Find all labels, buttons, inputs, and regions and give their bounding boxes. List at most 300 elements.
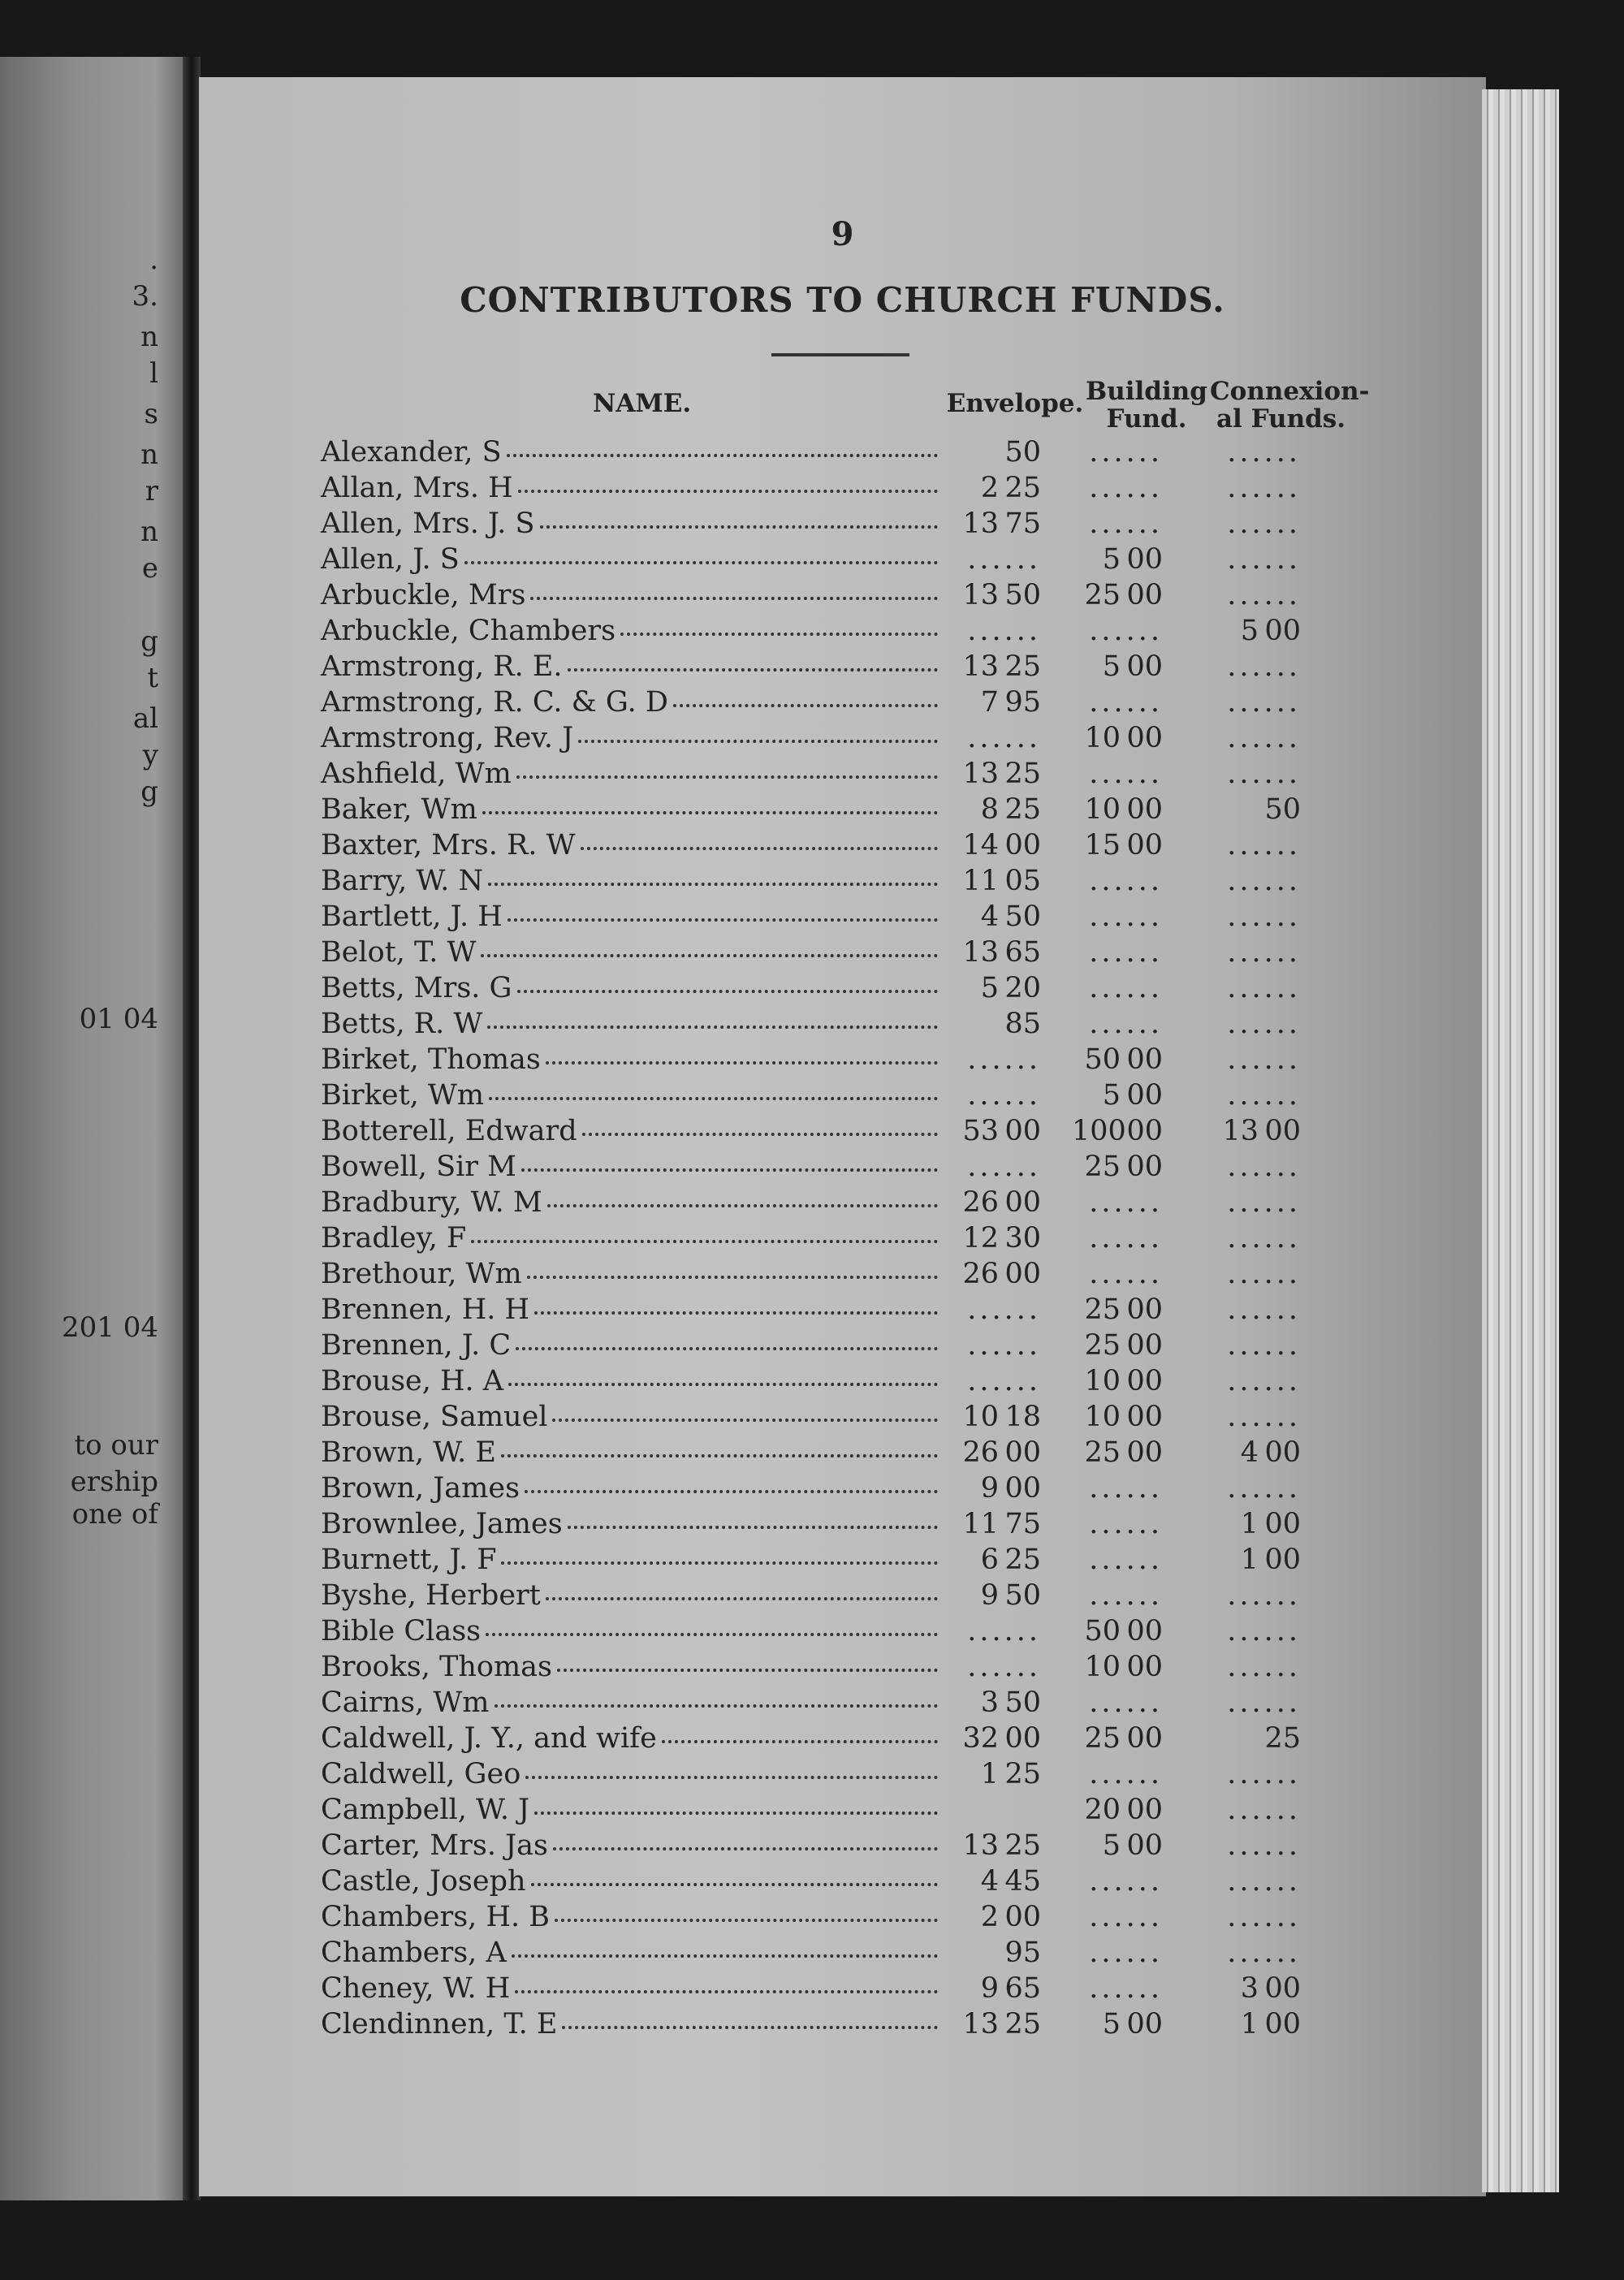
envelope-amount: [950, 1149, 1041, 1185]
blank-entry: ......: [1227, 543, 1301, 576]
envelope-amount: [950, 1578, 1041, 1613]
building-amount: [1072, 1756, 1163, 1792]
facing-page-text-fragment: t: [147, 662, 158, 694]
connexional-amount: [1210, 1935, 1301, 1971]
dollars: 12: [962, 1222, 999, 1254]
envelope-amount: [950, 649, 1041, 684]
dollars: 25: [1084, 1329, 1121, 1362]
blank-entry: ......: [1227, 1222, 1301, 1254]
cents: 00: [1126, 543, 1163, 576]
contributor-name: Baker, Wm: [321, 793, 477, 826]
connexional-amount: [1210, 613, 1301, 649]
cents: 00: [1004, 1436, 1041, 1469]
leader-dots: [547, 1188, 938, 1207]
cents: 18: [1004, 1401, 1041, 1433]
facing-page-text-fragment: n: [140, 516, 158, 548]
leader-dots: [464, 545, 938, 564]
connexional-amount: [1210, 542, 1301, 577]
dollars: 6: [980, 1544, 999, 1576]
contributor-name: Brownlee, James: [321, 1508, 563, 1540]
contributor-row: [321, 577, 1393, 613]
envelope-amount: [950, 720, 1041, 756]
cents: 65: [1004, 1972, 1041, 2005]
blank-entry: ......: [967, 1293, 1041, 1326]
facing-page-text-fragment: s: [144, 398, 158, 430]
dollars: 13: [962, 936, 999, 969]
cents: 00: [1264, 2008, 1301, 2040]
cents: 00: [1126, 1293, 1163, 1326]
page-title: CONTRIBUTORS TO CHURCH FUNDS.: [460, 280, 1225, 320]
envelope-amount: [950, 1899, 1041, 1935]
contributor-name: Birket, Wm: [321, 1079, 485, 1112]
connexional-amount: [1210, 935, 1301, 970]
facing-page-text-fragment: r: [145, 475, 158, 507]
contributor-name: Baxter, Mrs. R. W: [321, 829, 576, 861]
contributor-row: [321, 1363, 1393, 1399]
contributor-row: [321, 1721, 1393, 1756]
connexional-amount: [1210, 1578, 1301, 1613]
blank-entry: ......: [1227, 1008, 1301, 1040]
connexional-amount: [1210, 2006, 1301, 2042]
cents: 00: [1126, 1401, 1163, 1433]
blank-entry: ......: [1227, 1615, 1301, 1647]
contributor-name: Burnett, J. F: [321, 1544, 497, 1576]
contributor-row: [321, 470, 1393, 506]
envelope-amount: [950, 1042, 1041, 1077]
dollars: 10: [1084, 1651, 1121, 1683]
blank-entry: ......: [1089, 1508, 1163, 1540]
facing-page: [0, 57, 183, 2200]
blank-entry: ......: [967, 1365, 1041, 1397]
cents: 25: [1004, 650, 1041, 683]
envelope-amount: [950, 1506, 1041, 1542]
blank-entry: ......: [1227, 1937, 1301, 1969]
blank-entry: ......: [1089, 472, 1163, 504]
leader-dots: [518, 473, 938, 493]
cents: 95: [1004, 686, 1041, 719]
contributor-row: [321, 1935, 1393, 1971]
envelope-amount: [950, 863, 1041, 899]
facing-page-text-fragment: l: [149, 357, 158, 390]
blank-entry: ......: [1227, 1043, 1301, 1076]
cents: 00: [1126, 1829, 1163, 1862]
column-header-building-line2: Fund.: [1106, 404, 1187, 434]
facing-page-text-fragment: 01 04: [79, 1003, 158, 1035]
building-amount: [1072, 542, 1163, 577]
envelope-amount: [950, 434, 1041, 470]
blank-entry: ......: [1227, 972, 1301, 1004]
column-header-connexional-line2: al Funds.: [1216, 404, 1346, 434]
leader-dots: [508, 1367, 938, 1386]
blank-entry: ......: [1227, 1651, 1301, 1683]
blank-entry: ......: [1089, 972, 1163, 1004]
blank-entry: ......: [1227, 829, 1301, 861]
blank-entry: ......: [1227, 1865, 1301, 1898]
blank-entry: ......: [967, 1151, 1041, 1183]
contributor-row: [321, 434, 1393, 470]
leader-dots: [553, 1831, 938, 1850]
facing-page-text-fragment: ership: [70, 1466, 158, 1498]
leader-dots: [516, 759, 938, 779]
cents: 00: [1126, 1115, 1163, 1147]
cents: 00: [1004, 1472, 1041, 1505]
dollars: 5: [1102, 2008, 1121, 2040]
leader-dots: [546, 1045, 938, 1064]
facing-page-text-fragment: to our: [74, 1429, 158, 1462]
connexional-amount: [1210, 1292, 1301, 1328]
leader-dots: [525, 1474, 938, 1493]
building-amount: [1072, 1077, 1163, 1113]
dollars: 26: [962, 1258, 999, 1290]
building-amount: [1072, 1828, 1163, 1863]
cents: 25: [1004, 758, 1041, 790]
building-amount: [1072, 792, 1163, 827]
connexional-amount: [1210, 1470, 1301, 1506]
envelope-amount: [950, 1971, 1041, 2006]
dollars: 5: [980, 972, 999, 1004]
building-amount: [1072, 970, 1163, 1006]
cents: 00: [1126, 793, 1163, 826]
cents: 95: [1004, 1937, 1041, 1969]
leader-dots: [582, 1116, 938, 1136]
leader-dots: [620, 616, 938, 636]
contributor-row: [321, 506, 1393, 542]
envelope-amount: [950, 1113, 1041, 1149]
cents: 85: [1004, 1008, 1041, 1040]
building-amount: [1072, 506, 1163, 542]
dollars: 1: [1240, 2008, 1259, 2040]
dollars: 10: [1084, 1401, 1121, 1433]
dollars: 26: [962, 1436, 999, 1469]
dollars: 15: [1084, 829, 1121, 861]
connexional-amount: [1210, 1077, 1301, 1113]
envelope-amount: [950, 506, 1041, 542]
blank-entry: ......: [1089, 507, 1163, 540]
leader-dots: [568, 652, 938, 671]
contributor-row: [321, 1220, 1393, 1256]
cents: 00: [1264, 1436, 1301, 1469]
leader-dots: [568, 1509, 938, 1529]
connexional-amount: [1210, 1971, 1301, 2006]
contributor-row: [321, 1649, 1393, 1685]
connexional-amount: [1210, 863, 1301, 899]
building-amount: [1072, 1613, 1163, 1649]
connexional-amount: [1210, 1006, 1301, 1042]
contributor-row: [321, 1149, 1393, 1185]
leader-dots: [673, 688, 938, 707]
cents: 00: [1126, 1615, 1163, 1647]
cents: 50: [1004, 900, 1041, 933]
contributors-table: [321, 434, 1393, 2042]
blank-entry: ......: [967, 1651, 1041, 1683]
contributor-row: [321, 1578, 1393, 1613]
envelope-amount: [950, 1649, 1041, 1685]
contributor-row: [321, 1506, 1393, 1542]
contributor-name: Brown, W. E: [321, 1436, 496, 1469]
contributor-name: Castle, Joseph: [321, 1865, 526, 1898]
dollars: 1: [1240, 1544, 1259, 1576]
envelope-amount: [950, 1613, 1041, 1649]
facing-page-text-fragment: one of: [71, 1498, 158, 1531]
leader-dots: [488, 866, 938, 886]
contributor-name: Bradley, F: [321, 1222, 467, 1254]
contributor-row: [321, 863, 1393, 899]
dollars: 26: [962, 1186, 999, 1219]
connexional-amount: [1210, 899, 1301, 935]
contributor-name: Caldwell, Geo: [321, 1758, 521, 1790]
blank-entry: ......: [1089, 1544, 1163, 1576]
contributor-row: [321, 1042, 1393, 1077]
leader-dots: [508, 902, 938, 922]
facing-page-text-fragment: 3.: [132, 280, 158, 313]
connexional-amount: [1210, 434, 1301, 470]
facing-page-text-fragment: n: [140, 321, 158, 353]
dollars: 5: [1102, 543, 1121, 576]
envelope-amount: [950, 792, 1041, 827]
blank-entry: ......: [967, 722, 1041, 754]
envelope-amount: [950, 1756, 1041, 1792]
blank-entry: ......: [1089, 1222, 1163, 1254]
blank-entry: ......: [967, 615, 1041, 647]
connexional-amount: [1210, 577, 1301, 613]
contributor-name: Brennen, J. C: [321, 1329, 512, 1362]
connexional-amount: [1210, 1220, 1301, 1256]
blank-entry: ......: [1227, 1401, 1301, 1433]
blank-entry: ......: [967, 1329, 1041, 1362]
connexional-amount: [1210, 1149, 1301, 1185]
connexional-amount: [1210, 1363, 1301, 1399]
dollars: 13: [1222, 1115, 1259, 1147]
blank-entry: ......: [1227, 1579, 1301, 1612]
building-amount: [1072, 1149, 1163, 1185]
blank-entry: ......: [1089, 1008, 1163, 1040]
leader-dots: [515, 1974, 938, 1993]
connexional-amount: [1210, 1399, 1301, 1435]
dollars: 9: [980, 1579, 999, 1612]
blank-entry: ......: [1227, 1829, 1301, 1862]
leader-dots: [501, 1545, 938, 1565]
envelope-amount: [950, 1470, 1041, 1506]
column-header-envelope: Envelope.: [946, 389, 1084, 418]
building-amount: [1072, 1292, 1163, 1328]
blank-entry: ......: [1227, 1293, 1301, 1326]
page-number: 9: [831, 215, 854, 253]
dollars: 5: [1240, 615, 1259, 647]
contributor-name: Botterell, Edward: [321, 1115, 577, 1147]
contributor-row: [321, 792, 1393, 827]
building-amount: [1072, 863, 1163, 899]
building-amount: [1072, 1649, 1163, 1685]
contributor-name: Betts, R. W: [321, 1008, 483, 1040]
contributor-name: Arbuckle, Mrs: [321, 579, 526, 611]
blank-entry: ......: [1089, 1901, 1163, 1933]
contributor-row: [321, 684, 1393, 720]
dollars: 53: [962, 1115, 999, 1147]
blank-entry: ......: [1227, 436, 1301, 469]
dollars: 10: [1084, 1365, 1121, 1397]
building-amount: [1072, 1792, 1163, 1828]
dollars: 4: [980, 1865, 999, 1898]
blank-entry: ......: [1227, 1258, 1301, 1290]
building-amount: [1072, 899, 1163, 935]
dollars: 7: [980, 686, 999, 719]
dollars: 2: [980, 472, 999, 504]
building-amount: [1072, 720, 1163, 756]
building-amount: [1072, 1685, 1163, 1721]
dollars: 14: [962, 829, 999, 861]
contributor-name: Armstrong, R. E.: [321, 650, 563, 683]
cents: 75: [1004, 1508, 1041, 1540]
connexional-amount: [1210, 792, 1301, 827]
contributor-row: [321, 2006, 1393, 2042]
cents: 00: [1126, 1043, 1163, 1076]
dollars: 11: [962, 865, 999, 897]
contributor-name: Bradbury, W. M: [321, 1186, 542, 1219]
cents: 00: [1126, 650, 1163, 683]
connexional-amount: [1210, 756, 1301, 792]
envelope-amount: [950, 1006, 1041, 1042]
connexional-amount: [1210, 1721, 1301, 1756]
contributor-row: [321, 1613, 1393, 1649]
connexional-amount: [1210, 1685, 1301, 1721]
leader-dots: [534, 1795, 938, 1815]
blank-entry: ......: [1089, 1258, 1163, 1290]
cents: 20: [1004, 972, 1041, 1004]
contributor-name: Ashfield, Wm: [321, 758, 512, 790]
building-amount: [1072, 1399, 1163, 1435]
column-header-connexional-line1: Connexion-: [1210, 377, 1370, 406]
connexional-amount: [1210, 1756, 1301, 1792]
column-header-connexional-funds: [1210, 377, 1370, 434]
leader-dots: [516, 1331, 938, 1350]
connexional-amount: [1210, 970, 1301, 1006]
dollars: 25: [1084, 579, 1121, 611]
blank-entry: ......: [1227, 1758, 1301, 1790]
envelope-amount: [950, 1185, 1041, 1220]
cents: 25: [1004, 1758, 1041, 1790]
facing-page-text-fragment: g: [140, 625, 158, 658]
connexional-amount: [1210, 720, 1301, 756]
envelope-amount: [950, 1828, 1041, 1863]
cents: 00: [1004, 1115, 1041, 1147]
blank-entry: ......: [1227, 722, 1301, 754]
contributor-name: Barry, W. N: [321, 865, 484, 897]
envelope-amount: [950, 1292, 1041, 1328]
leader-dots: [534, 1295, 938, 1315]
connexional-amount: [1210, 1435, 1301, 1470]
dollars: 8: [980, 793, 999, 826]
contributor-row: [321, 613, 1393, 649]
contributor-name: Allen, J. S: [321, 543, 460, 576]
blank-entry: ......: [1089, 1186, 1163, 1219]
cents: 00: [1126, 1365, 1163, 1397]
blank-entry: ......: [967, 1615, 1041, 1647]
leader-dots: [487, 1009, 938, 1029]
contributor-name: Birket, Thomas: [321, 1043, 541, 1076]
building-amount: [1072, 613, 1163, 649]
blank-entry: ......: [1227, 758, 1301, 790]
leader-dots: [495, 1688, 938, 1708]
envelope-amount: [950, 613, 1041, 649]
building-amount: [1072, 1435, 1163, 1470]
dollars: 10: [962, 1401, 999, 1433]
dollars: 13: [962, 650, 999, 683]
connexional-amount: [1210, 1613, 1301, 1649]
contributor-row: [321, 1899, 1393, 1935]
building-amount: [1072, 1721, 1163, 1756]
contributor-row: [321, 899, 1393, 935]
cents: 00: [1004, 829, 1041, 861]
dollars: 1: [980, 1758, 999, 1790]
blank-entry: ......: [1089, 936, 1163, 969]
cents: 00: [1004, 1722, 1041, 1755]
blank-entry: ......: [1227, 1472, 1301, 1505]
leader-dots: [489, 1081, 938, 1100]
contributor-name: Clendinnen, T. E: [321, 2008, 558, 2040]
contributor-name: Belot, T. W: [321, 936, 477, 969]
leader-dots: [525, 1760, 938, 1779]
building-amount: [1072, 1363, 1163, 1399]
envelope-amount: [950, 2006, 1041, 2042]
leader-dots: [512, 1938, 938, 1958]
contributor-name: Bowell, Sir M: [321, 1151, 516, 1183]
contributor-name: Brown, James: [321, 1472, 520, 1505]
leader-dots: [530, 581, 938, 600]
building-amount: [1072, 649, 1163, 684]
contributor-row: [321, 1256, 1393, 1292]
cents: 25: [1004, 472, 1041, 504]
contributor-name: Bible Class: [321, 1615, 482, 1647]
contributor-name: Armstrong, Rev. J: [321, 722, 574, 754]
building-amount: [1072, 827, 1163, 863]
title-rule: [771, 353, 909, 356]
contributor-name: Brennen, H. H: [321, 1293, 530, 1326]
cents: 00: [1126, 579, 1163, 611]
dollars: 25: [1084, 1151, 1121, 1183]
cents: 00: [1126, 1329, 1163, 1362]
dollars: 100: [1072, 1115, 1126, 1147]
leader-dots: [517, 974, 938, 993]
cents: 25: [1004, 2008, 1041, 2040]
dollars: 4: [1240, 1436, 1259, 1469]
building-amount: [1072, 470, 1163, 506]
contributor-row: [321, 1185, 1393, 1220]
contributor-row: [321, 720, 1393, 756]
building-amount: [1072, 756, 1163, 792]
cents: 00: [1264, 1544, 1301, 1576]
contributor-name: Brouse, H. A: [321, 1365, 504, 1397]
leader-dots: [507, 438, 938, 457]
contributor-name: Allan, Mrs. H: [321, 472, 513, 504]
contributor-name: Arbuckle, Chambers: [321, 615, 616, 647]
envelope-amount: [950, 1792, 1041, 1828]
envelope-amount: [950, 756, 1041, 792]
contributor-name: Bartlett, J. H: [321, 900, 503, 933]
envelope-amount: [950, 1721, 1041, 1756]
cents: 00: [1126, 1651, 1163, 1683]
envelope-amount: [950, 1863, 1041, 1899]
contributor-name: Byshe, Herbert: [321, 1579, 541, 1612]
contributor-name: Armstrong, R. C. & G. D: [321, 686, 668, 719]
leader-dots: [581, 831, 938, 850]
connexional-amount: [1210, 684, 1301, 720]
contributor-name: Betts, Mrs. G: [321, 972, 512, 1004]
envelope-amount: [950, 1685, 1041, 1721]
dollars: 11: [962, 1508, 999, 1540]
envelope-amount: [950, 542, 1041, 577]
blank-entry: ......: [1227, 1186, 1301, 1219]
leader-dots: [552, 1402, 938, 1422]
